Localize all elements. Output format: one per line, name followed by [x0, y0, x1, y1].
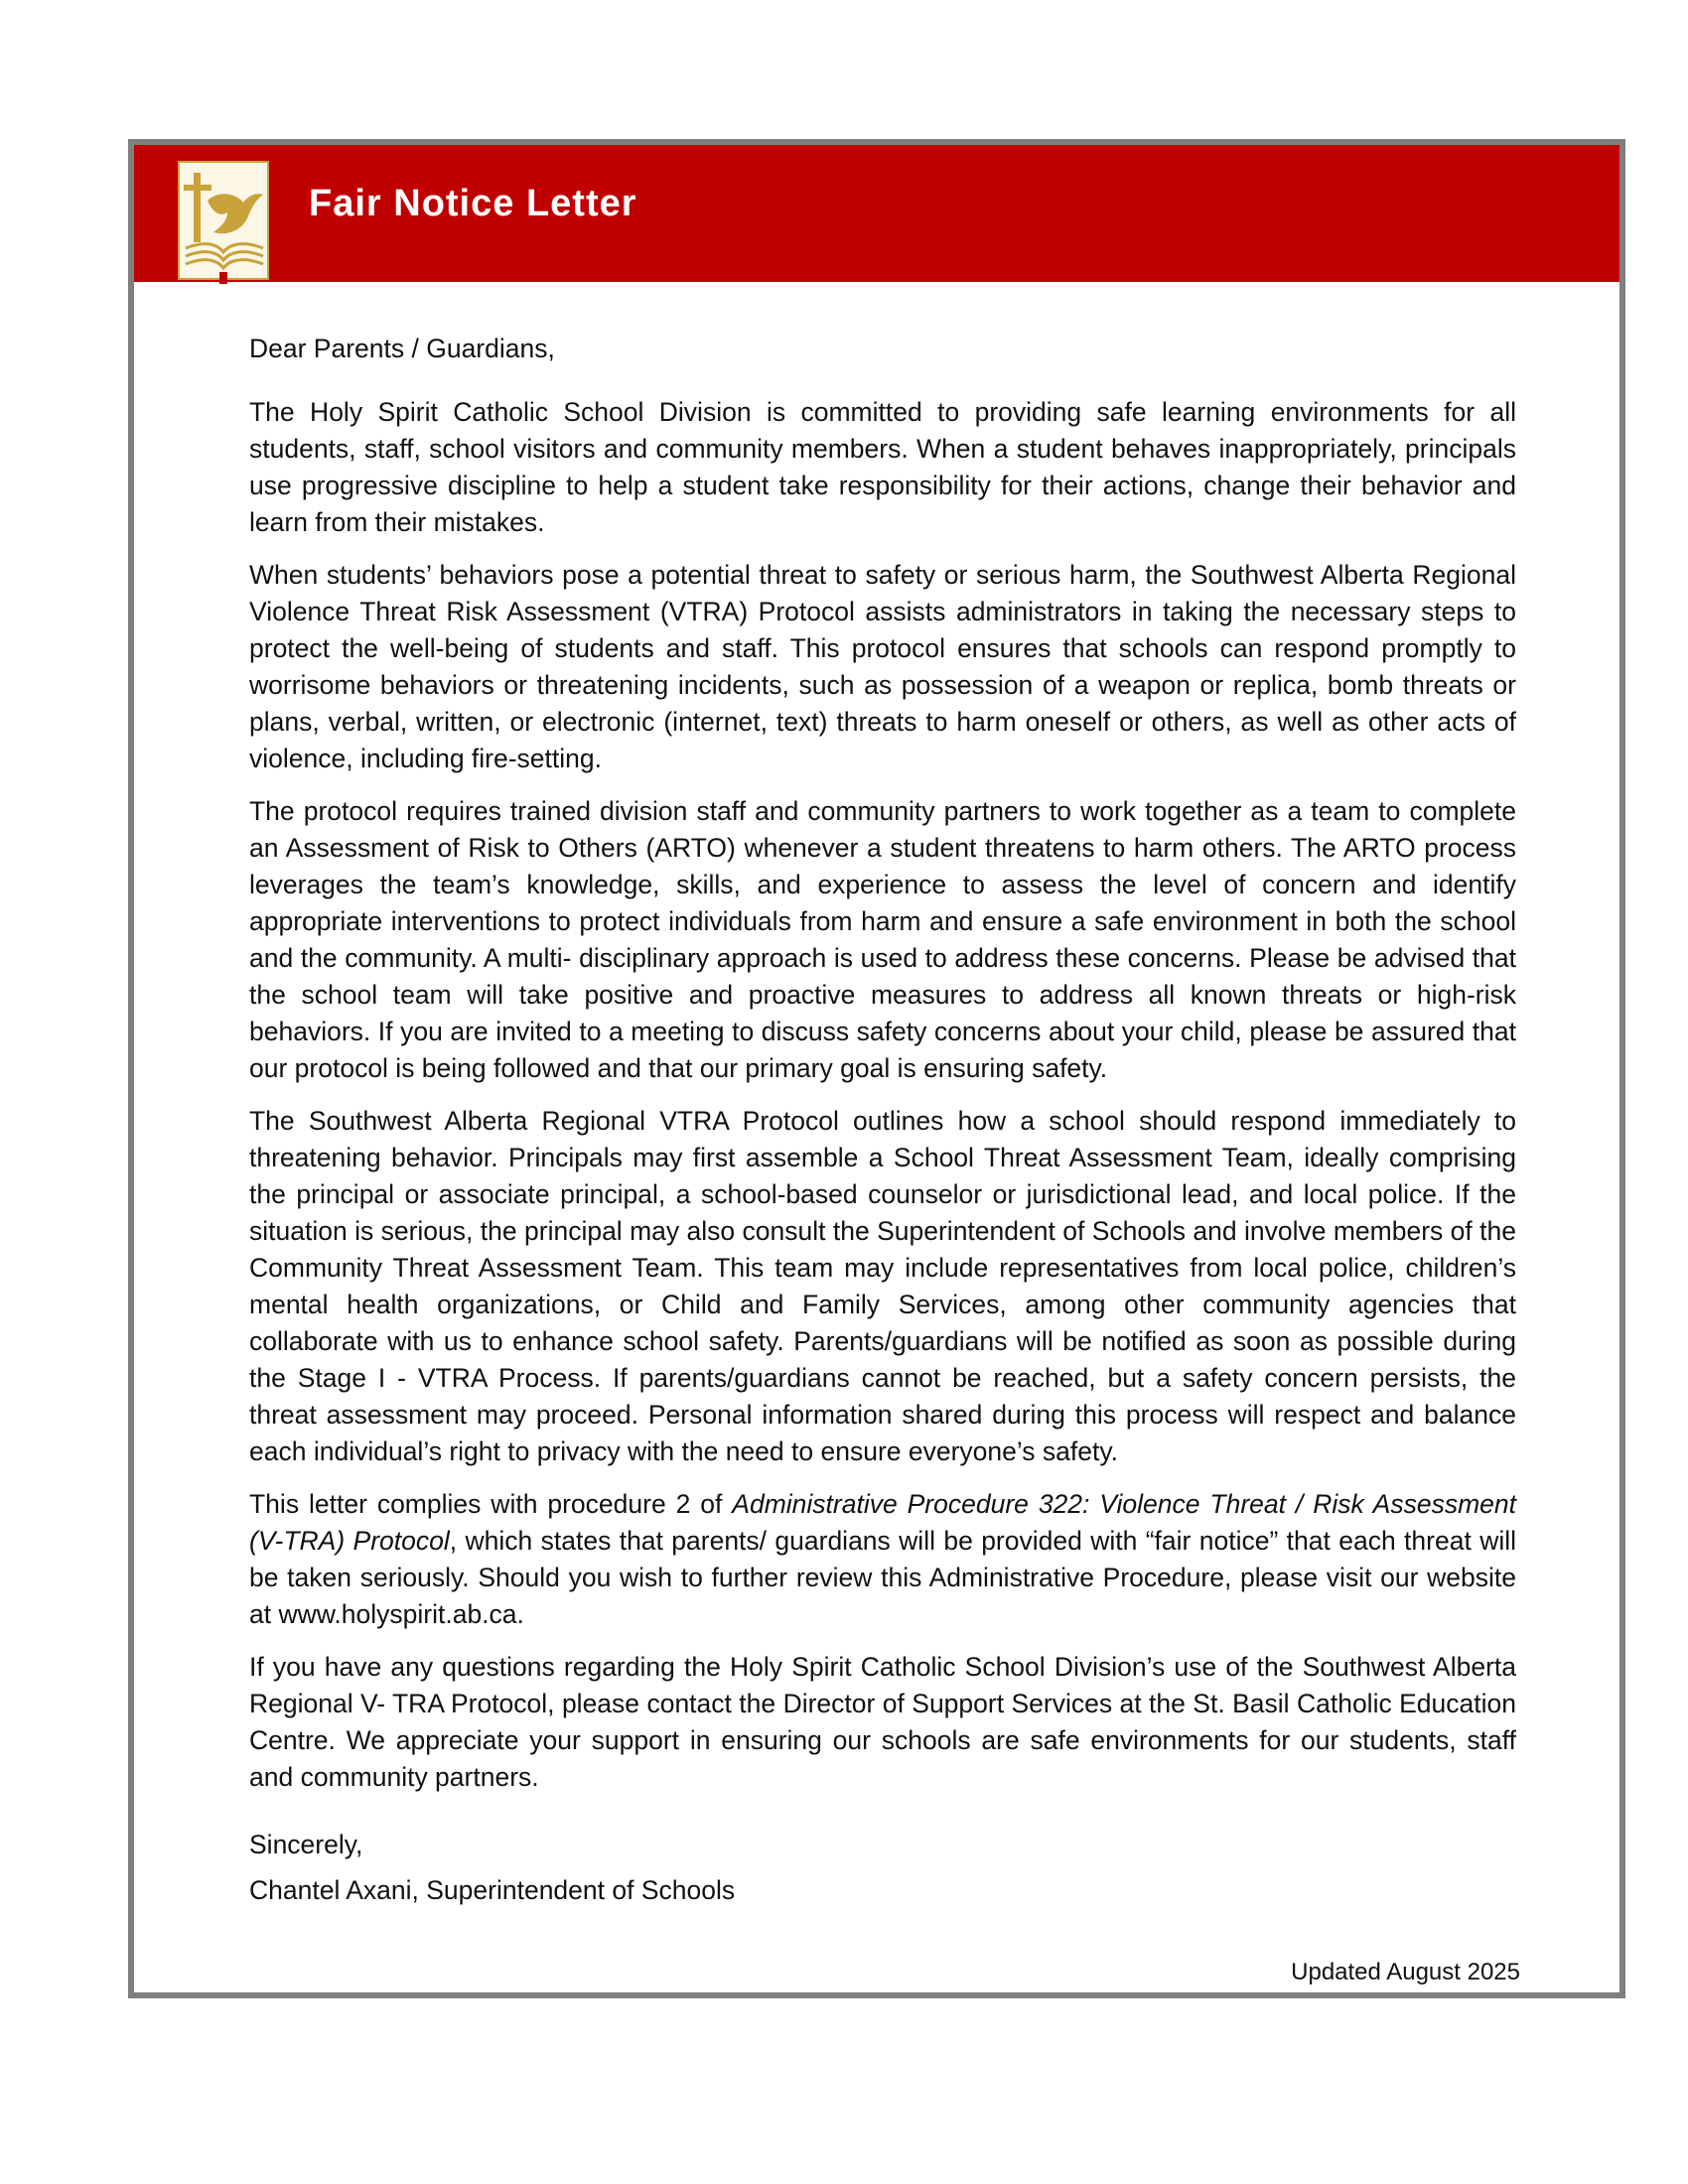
updated-date: Updated August 2025 — [1291, 1959, 1520, 1985]
paragraph-compliance — [249, 1486, 1516, 1633]
letter-header — [134, 145, 1619, 282]
salutation: Dear Parents / Guardians, — [249, 334, 555, 363]
letter-body — [249, 331, 1516, 1913]
paragraph-response-steps: The Southwest Alberta Regional VTRA Protocol outlines how a school should respond immediately to threatening behavior. Principals may first assemble a School Threat Assessment Team, ideally comprising the principal or associate principal, a school-based counselor or jurisdictional lead, and local police. If the situation is serious, the principal may also consult the Superintendent of Schools and involve members of the Community Threat Assessment Team. This team may include representatives from local police, children’s mental health organizations, or Child and Family Services, among other community agencies that collaborate with us to enhance school safety. Parents/guardians will be notified as soon as possible during the Stage I - VTRA Process. If parents/guardians cannot be reached, but a safety concern persists, the threat assessment may proceed. Personal information shared during this process will respect and balance each individual’s right to privacy with the need to ensure everyone’s safety. — [249, 1106, 1516, 1466]
procedure-title: Administrative Procedure 322: Violence Threat / Risk Assessment (V-TRA) Protocol — [249, 1489, 1516, 1556]
signatory: Chantel Axani, Superintendent of Schools — [249, 1875, 736, 1905]
closing: Sincerely, — [249, 1830, 363, 1859]
compliance-text-end: , which states that parents/ guardians will be provided with “fair notice” that each threat will be taken seriously. Should you wish to further review this Administrative Procedure, please visit our website at www.holyspirit.ab.ca. — [249, 1526, 1516, 1629]
paragraph-contact: If you have any questions regarding the Holy Spirit Catholic School Division’s use of the Southwest Alberta Regional V- TRA Protocol, please contact the Director of Support Services at the St. Basil Catholic Education Centre. We appreciate your support in ensuring our schools are safe environments for our students, staff and community partners. — [249, 1652, 1516, 1792]
compliance-text-start: This letter complies with procedure 2 of — [249, 1489, 733, 1519]
paragraph-vtra-protocol: When students’ behaviors pose a potential threat to safety or serious harm, the Southwest Alberta Regional Violence Threat Risk Assessment (VTRA) Protocol assists administrators in taking the necessary steps to protect the well-being of students and staff. This protocol ensures that schools can respond promptly to worrisome behaviors or threatening incidents, such as possession of a weapon or replica, bomb threats or plans, verbal, written, or electronic (internet, text) threats to harm oneself or others, as well as other acts of violence, including fire-setting. — [249, 560, 1516, 773]
page-title: Fair Notice Letter — [309, 183, 637, 224]
letter-frame — [128, 139, 1625, 1998]
paragraph-arto-process: The protocol requires trained division staff and community partners to work together as a team to complete an Assessment of Risk to Others (ARTO) whenever a student threatens to harm others. The ARTO process leverages the team’s knowledge, skills, and experience to assess the level of concern and identify appropriate interventions to protect individuals from harm and ensure a safe environment in both the school and the community. A multi- disciplinary approach is used to address these concerns. Please be advised that the school team will take positive and proactive measures to address all known threats or high-risk behaviors. If you are invited to a meeting to discuss safety concerns about your child, please be assured that our protocol is being followed and that our primary goal is ensuring safety. — [249, 796, 1516, 1083]
paragraph-commitment: The Holy Spirit Catholic School Division is committed to providing safe learning environments for all students, staff, school visitors and community members. When a student behaves inappropriately, principals use progressive discipline to help a student take responsibility for their actions, change their behavior and learn from their mistakes. — [249, 397, 1516, 537]
school-division-logo-icon — [178, 161, 269, 286]
closing-block — [249, 1822, 1516, 1913]
